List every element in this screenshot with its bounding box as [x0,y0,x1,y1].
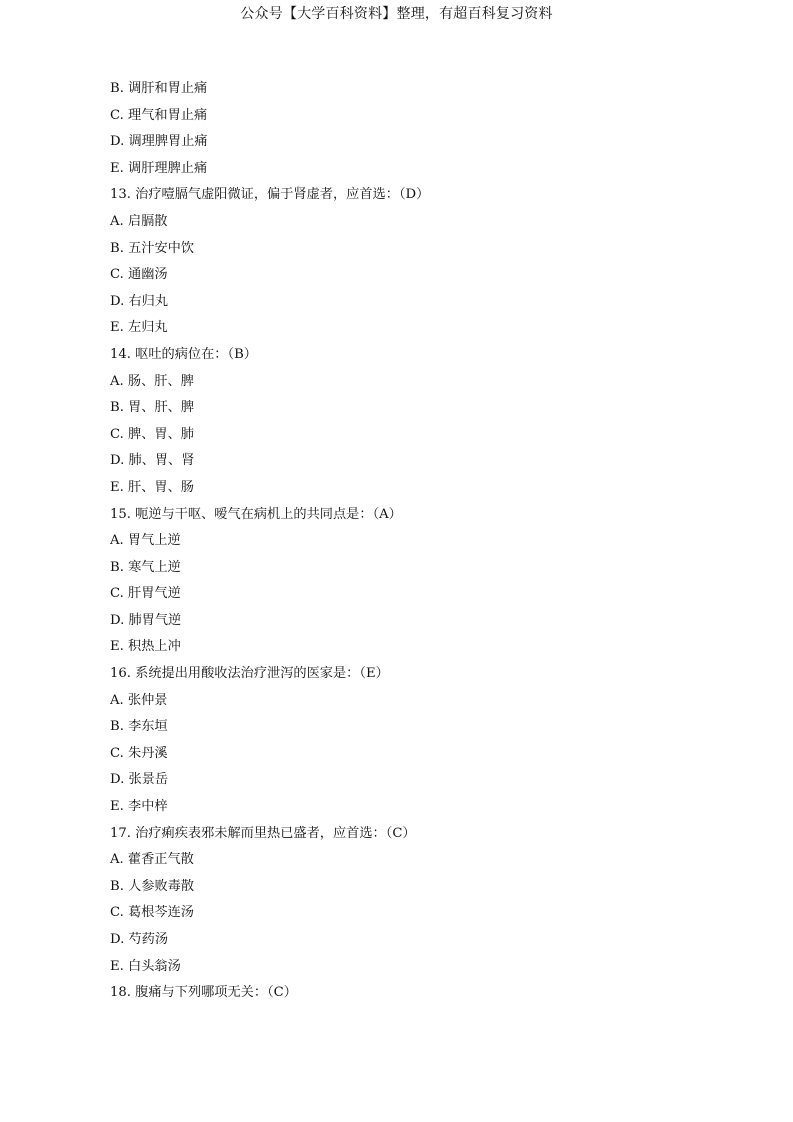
option-line: B. 李东垣 [110,719,168,735]
option-line: A. 藿香正气散 [110,852,194,868]
option-line: D. 芍药汤 [110,932,169,947]
question-15: 15. 呃逆与干呕、嗳气在病机上的共同点是：（A） [110,506,402,522]
question-18: 18. 腹痛与下列哪项无关：（C） [110,985,297,1001]
option-line: B. 五汁安中饮 [110,240,195,256]
question-17: 17. 治疗痢疾表邪未解而里热已盛者，应首选：（C） [110,825,416,841]
option-line: A. 启膈散 [110,213,168,229]
option-line: C. 葛根芩连汤 [110,905,194,921]
option-line: A. 张仲景 [110,692,168,708]
option-line: E. 白头翁汤 [110,958,181,974]
option-line: E. 调肝理脾止痛 [110,160,208,176]
option-line: D. 肺、胃、肾 [110,453,195,469]
question-16: 16. 系统提出用酸收法治疗泄泻的医家是：（E） [110,666,389,682]
page-header: 公众号【大学百科资料】整理，有超百科复习资料 [240,6,553,22]
option-line: E. 李中梓 [110,799,168,815]
option-line: C. 肝胃气逆 [110,586,181,602]
option-line: A. 肠、肝、脾 [110,373,194,389]
option-line: C. 朱丹溪 [110,745,168,761]
option-line: D. 张景岳 [110,772,169,788]
option-line: D. 右归丸 [110,293,169,309]
option-line: B. 人参败毒散 [110,878,195,894]
option-line: C. 脾、胃、肺 [110,426,194,442]
option-line: C. 通幽汤 [110,267,168,283]
option-line: D. 调理脾胃止痛 [110,134,208,150]
option-line: B. 胃、肝、脾 [110,400,195,416]
option-line: E. 左归丸 [110,320,168,336]
question-14: 14. 呕吐的病位在：（B） [110,346,257,362]
question-list [110,76,750,1007]
option-line: E. 肝、胃、肠 [110,479,194,495]
option-line: E. 积热上冲 [110,639,181,655]
option-line: D. 肺胃气逆 [110,612,182,628]
option-line: B. 寒气上逆 [110,559,181,575]
option-line: C. 理气和胃止痛 [110,107,208,123]
option-line: A. 胃气上逆 [110,533,181,549]
option-line: B. 调肝和胃止痛 [110,81,208,96]
question-13: 13. 治疗噎膈气虚阳微证，偏于肾虚者，应首选：（D） [110,187,430,203]
